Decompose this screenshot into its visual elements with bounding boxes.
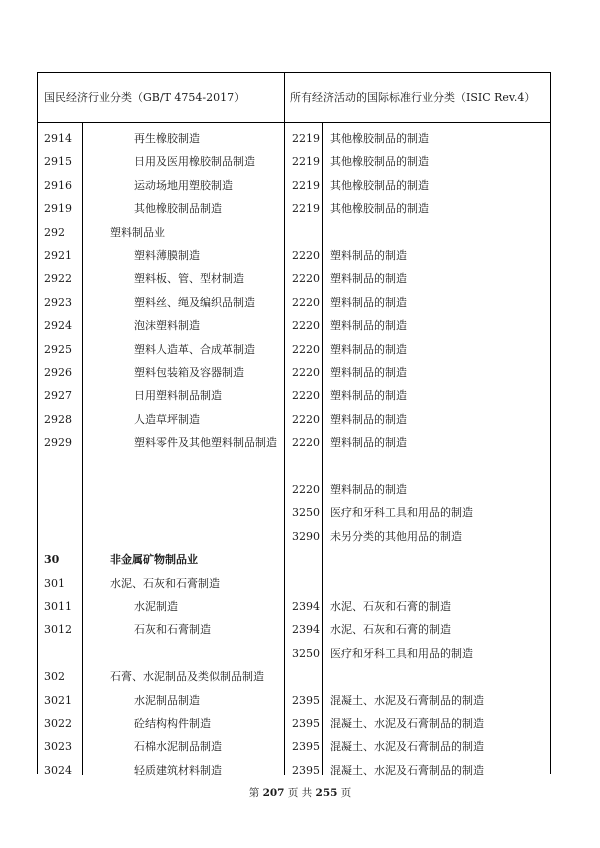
isic-code-cell: 2394	[292, 623, 320, 637]
gb-code-cell: 2929	[44, 436, 72, 450]
table-row	[38, 338, 550, 362]
table-row	[38, 197, 550, 221]
table-row	[38, 572, 550, 596]
table-header	[38, 73, 550, 123]
gb-code-cell: 3022	[44, 717, 72, 730]
isic-code-cell: 2395	[292, 740, 320, 754]
table-row	[38, 712, 550, 736]
gb-code-cell: 2925	[44, 342, 72, 356]
isic-name-cell: 塑料制品的制造	[330, 366, 407, 379]
gb-code-cell: 292	[44, 225, 65, 239]
isic-name-cell: 其他橡胶制品的制造	[330, 155, 429, 169]
isic-name-cell: 塑料制品的制造	[330, 412, 407, 426]
gb-name-cell: 水泥、石灰和石膏制造	[110, 576, 220, 590]
gb-name-cell: 塑料丝、绳及编织品制造	[134, 295, 255, 309]
isic-code-cell: 2219	[292, 155, 320, 169]
table-row	[38, 267, 550, 291]
table-row	[38, 595, 550, 619]
gb-code-cell: 3012	[44, 623, 72, 637]
isic-name-cell: 塑料制品的制造	[330, 319, 407, 333]
isic-name-cell: 塑料制品的制造	[330, 436, 407, 450]
footer-mid: 页 共	[287, 787, 313, 799]
gb-code-cell: 2921	[44, 249, 72, 262]
isic-name-cell: 其他橡胶制品的制造	[330, 178, 429, 192]
isic-name-cell: 塑料制品的制造	[330, 249, 407, 262]
footer-total-pages: 255	[315, 787, 338, 799]
isic-code-cell: 2395	[292, 693, 320, 707]
gb-name-cell: 砼结构构件制造	[134, 717, 211, 730]
footer-suffix: 页	[340, 787, 352, 799]
gb-name-cell: 日用塑料制品制造	[134, 389, 222, 403]
isic-name-cell: 混凝土、水泥及石膏制品的制造	[330, 740, 484, 754]
isic-code-cell: 2395	[292, 763, 320, 777]
gb-name-cell: 塑料零件及其他塑料制品制造	[134, 436, 277, 450]
gb-name-cell: 水泥制造	[134, 600, 178, 613]
gb-name-cell: 塑料制品业	[110, 225, 165, 239]
table-row	[38, 314, 550, 338]
page-footer	[0, 785, 600, 800]
isic-name-cell: 医疗和牙科工具和用品的制造	[330, 506, 473, 520]
isic-code-cell: 2220	[292, 483, 320, 496]
gb-code-cell: 3011	[44, 600, 72, 613]
gb-name-cell: 日用及医用橡胶制品制造	[134, 155, 255, 169]
table-row	[38, 127, 550, 151]
isic-name-cell: 未另分类的其他用品的制造	[330, 529, 462, 543]
table-row	[38, 221, 550, 245]
gb-name-cell: 石灰和石膏制造	[134, 623, 211, 637]
gb-code-cell: 2922	[44, 272, 72, 286]
table-row	[38, 759, 550, 783]
isic-name-cell: 其他橡胶制品的制造	[330, 132, 429, 145]
gb-name-cell: 其他橡胶制品制造	[134, 202, 222, 216]
isic-name-cell: 其他橡胶制品的制造	[330, 202, 429, 216]
isic-code-cell: 2220	[292, 342, 320, 356]
gb-name-cell: 石棉水泥制品制造	[134, 740, 222, 754]
gb-code-cell: 2923	[44, 295, 72, 309]
table-row	[38, 735, 550, 759]
gb-code-cell: 30	[44, 553, 60, 567]
isic-name-cell: 混凝土、水泥及石膏制品的制造	[330, 763, 484, 777]
gb-code-cell: 2927	[44, 389, 72, 403]
isic-code-cell: 3290	[292, 529, 320, 543]
gb-code-cell: 2924	[44, 319, 72, 333]
table-row	[38, 150, 550, 174]
table-row	[38, 478, 550, 502]
gb-name-cell: 人造草坪制造	[134, 412, 200, 426]
table-row	[38, 431, 550, 455]
isic-name-cell: 混凝土、水泥及石膏制品的制造	[330, 693, 484, 707]
gb-name-cell: 轻质建筑材料制造	[134, 763, 222, 777]
isic-code-cell: 2220	[292, 436, 320, 450]
isic-code-cell: 2219	[292, 202, 320, 216]
isic-code-cell: 2220	[292, 412, 320, 426]
isic-code-cell: 2220	[292, 366, 320, 379]
table-row	[38, 501, 550, 525]
gb-code-cell: 3021	[44, 693, 72, 707]
isic-name-cell: 塑料制品的制造	[330, 389, 407, 403]
table-row	[38, 618, 550, 642]
gb-name-cell: 塑料人造革、合成革制造	[134, 342, 255, 356]
table-row	[38, 548, 550, 572]
isic-code-cell: 2220	[292, 272, 320, 286]
table-row	[38, 642, 550, 666]
gb-name-cell: 塑料板、管、型材制造	[134, 272, 244, 286]
table-row	[38, 408, 550, 432]
gb-name-cell: 石膏、水泥制品及类似制品制造	[110, 670, 264, 684]
gb-code-cell: 3023	[44, 740, 72, 754]
gb-name-cell: 塑料包装箱及容器制造	[134, 366, 244, 379]
gb-code-cell: 301	[44, 576, 65, 590]
table-row	[38, 525, 550, 549]
isic-name-cell: 混凝土、水泥及石膏制品的制造	[330, 717, 484, 730]
gb-code-cell: 3024	[44, 763, 72, 777]
gb-name-cell: 运动场地用塑胶制造	[134, 178, 233, 192]
table-row	[38, 665, 550, 689]
gb-code-cell: 2915	[44, 155, 72, 169]
gb-code-cell: 2916	[44, 178, 72, 192]
gb-name-cell: 泡沫塑料制造	[134, 319, 200, 333]
table-row	[38, 174, 550, 198]
isic-code-cell: 2219	[292, 132, 320, 145]
isic-name-cell: 塑料制品的制造	[330, 342, 407, 356]
isic-name-cell: 医疗和牙科工具和用品的制造	[330, 646, 473, 660]
table-row	[38, 361, 550, 385]
isic-name-cell: 水泥、石灰和石膏的制造	[330, 623, 451, 637]
isic-code-cell: 3250	[292, 506, 320, 520]
isic-name-cell: 塑料制品的制造	[330, 295, 407, 309]
table-row	[38, 291, 550, 315]
gb-code-cell: 2919	[44, 202, 72, 216]
isic-code-cell: 2220	[292, 249, 320, 262]
isic-code-cell: 3250	[292, 646, 320, 660]
footer-prefix: 第	[248, 787, 260, 799]
table-row	[38, 244, 550, 268]
isic-code-cell: 2220	[292, 295, 320, 309]
gb-code-cell: 2928	[44, 412, 72, 426]
isic-name-cell: 水泥、石灰和石膏的制造	[330, 600, 451, 613]
isic-code-cell: 2219	[292, 178, 320, 192]
isic-code-cell: 2220	[292, 319, 320, 333]
table-row	[38, 455, 550, 479]
isic-code-cell: 2395	[292, 717, 320, 730]
gb-name-cell: 非金属矿物制品业	[110, 553, 198, 567]
gb-code-cell: 2926	[44, 366, 72, 379]
classification-table	[37, 72, 551, 777]
isic-name-cell: 塑料制品的制造	[330, 483, 407, 496]
isic-code-cell: 2394	[292, 600, 320, 613]
table-row	[38, 384, 550, 408]
gb-name-cell: 水泥制品制造	[134, 693, 200, 707]
footer-page-number: 207	[262, 787, 285, 799]
header-gb-classification: 国民经济行业分类（GB/T 4754-2017）	[44, 91, 246, 104]
gb-name-cell: 再生橡胶制造	[134, 132, 200, 145]
isic-name-cell: 塑料制品的制造	[330, 272, 407, 286]
header-isic-classification: 所有经济活动的国际标准行业分类（ISIC Rev.4）	[290, 91, 536, 104]
table-row	[38, 689, 550, 713]
isic-code-cell: 2220	[292, 389, 320, 403]
gb-name-cell: 塑料薄膜制造	[134, 249, 200, 262]
gb-code-cell: 2914	[44, 132, 72, 145]
gb-code-cell: 302	[44, 670, 65, 684]
